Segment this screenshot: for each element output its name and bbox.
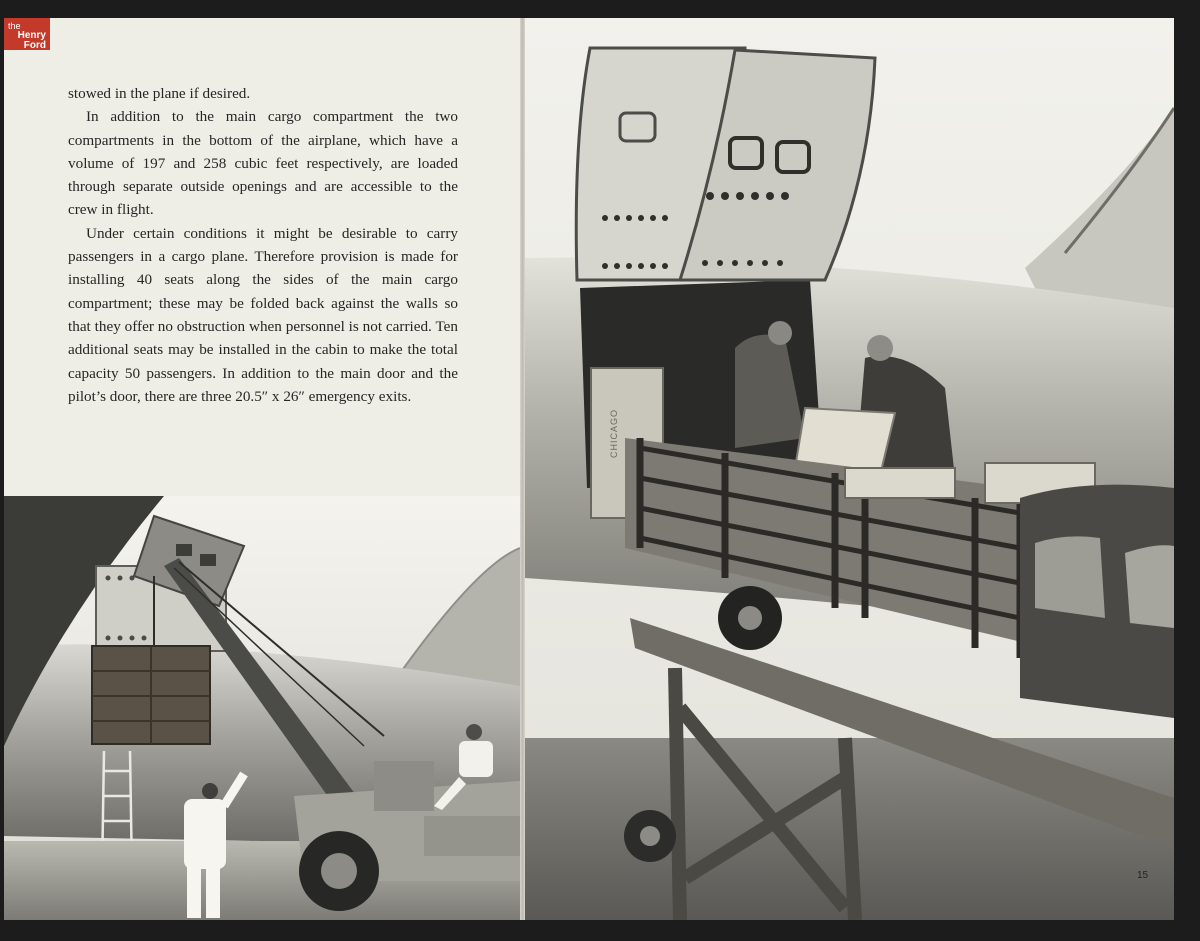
- logo-line-3: Ford: [23, 40, 46, 51]
- page-number: 15: [1137, 870, 1149, 881]
- left-page: [4, 18, 520, 920]
- logo-line-2: Henry: [17, 30, 46, 41]
- body-text: [68, 82, 458, 408]
- henry-ford-logo: [4, 18, 50, 50]
- right-page: [525, 18, 1174, 920]
- photo-crane-loading-cargo: [4, 496, 520, 920]
- paragraph-2: In addition to the main cargo compartment the two compartments in the bottom of the airplane, which have a volume of 197 and 258 cubic feet respectively, are loaded through separate outside openings and are accessible to the crew in flight.: [68, 108, 458, 219]
- crate-label: CHICAGO: [609, 408, 619, 458]
- paragraph-3: Under certain conditions it might be desirable to carry passengers in a cargo plane. Therefore provision is made for installing 40 seats along the sides of the main cargo compartment; these may be folded back against the walls so that they offer no obstruction when personnel is not carried. Ten additional seats may be installed in the cabin to make the total capacity 50 passengers. In addition to the main door and the pilot’s door, there are three 20.5″ x 26″ emergency exits.: [68, 224, 458, 405]
- logo-line-1: the: [8, 21, 21, 31]
- brochure-spread: [4, 18, 1174, 920]
- paragraph-1: stowed in the plane if desired.: [68, 85, 251, 102]
- photo-truck-unloading-cargo: [525, 18, 1174, 920]
